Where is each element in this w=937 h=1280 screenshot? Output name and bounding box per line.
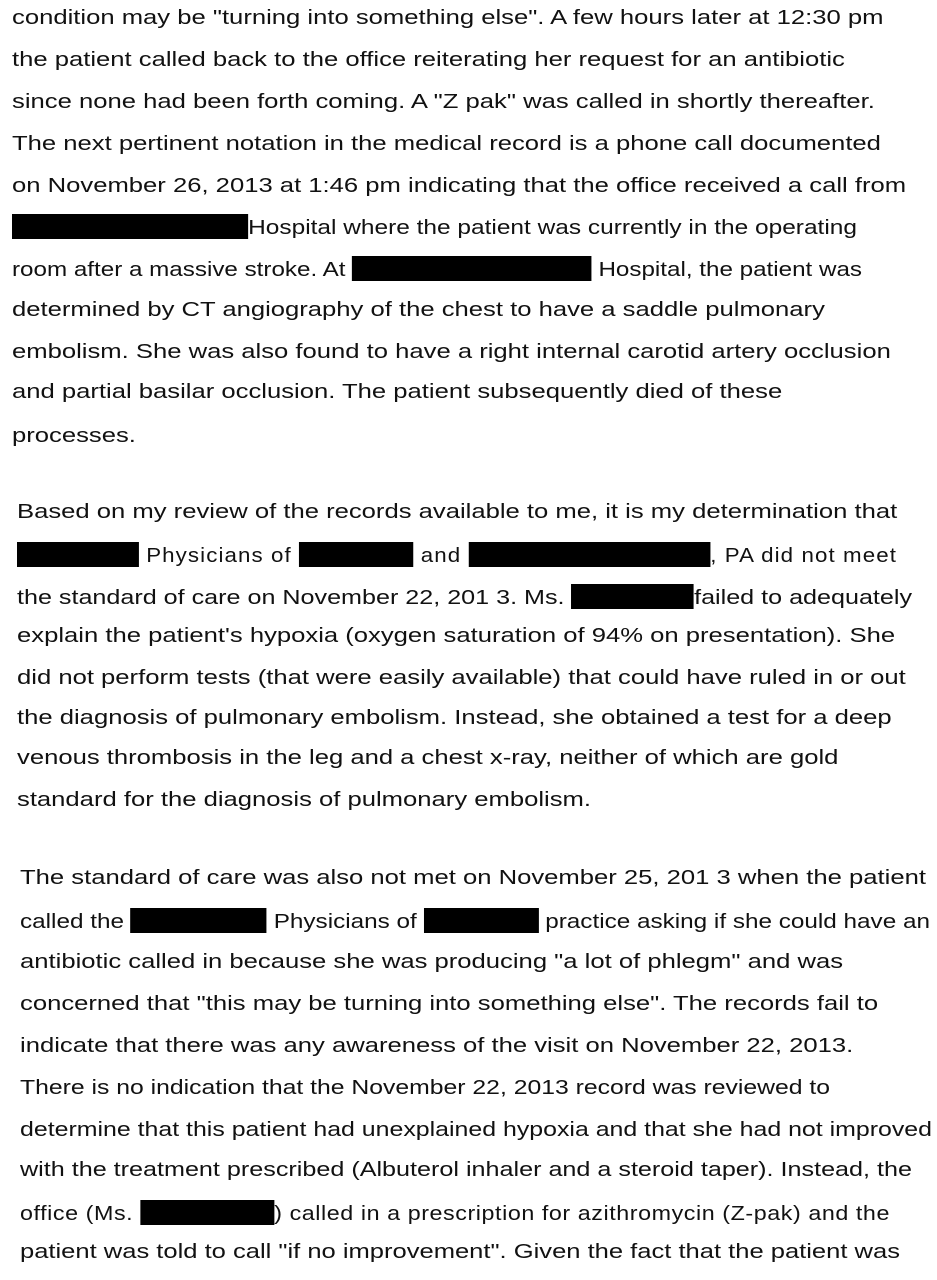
line-text: Hospital, the patient was	[591, 258, 863, 281]
text-line	[12, 214, 857, 240]
line-text: The standard of care was also not met on November 25, 201 3 when the patient	[20, 866, 926, 889]
text-line	[20, 1034, 853, 1058]
line-text: standard for the diagnosis of pulmonary embolism.	[17, 788, 592, 811]
line-text: Physicians of	[138, 544, 300, 567]
line-text: and	[413, 544, 469, 567]
text-line	[12, 380, 782, 404]
redaction-box	[352, 256, 592, 281]
text-line	[12, 132, 881, 156]
line-text: The next pertinent notation in the medical record is a phone call documented	[12, 132, 881, 155]
line-text: the diagnosis of pulmonary embolism. Instead, she obtained a test for a deep	[17, 706, 892, 729]
text-line	[17, 788, 591, 812]
line-text: since none had been forth coming. A "Z pak" was called in shortly thereafter.	[12, 90, 875, 113]
text-line	[12, 174, 906, 198]
line-text: Physicians of	[266, 910, 424, 933]
text-line	[17, 542, 897, 568]
line-text: patient was told to call "if no improvement". Given the fact that the patient was	[20, 1240, 900, 1263]
text-line	[12, 256, 862, 282]
text-line	[20, 1200, 890, 1226]
text-line	[12, 6, 883, 30]
text-line	[20, 1076, 830, 1100]
line-text: There is no indication that the November 22, 2013 record was reviewed to	[20, 1076, 830, 1099]
line-text: the patient called back to the office reiterating her request for an antibiotic	[12, 48, 845, 71]
line-text: the standard of care on November 22, 201 3. Ms.	[17, 586, 572, 609]
text-line	[17, 500, 897, 524]
line-text: determined by CT angiography of the chest to have a saddle pulmonary	[12, 298, 825, 321]
line-text: indicate that there was any awareness of the visit on November 22, 2013.	[20, 1034, 854, 1057]
line-text: on November 26, 2013 at 1:46 pm indicating that the office received a call from	[12, 174, 907, 197]
line-text: venous thrombosis in the leg and a chest x-ray, neither of which are gold	[17, 746, 839, 769]
line-text: ) called in a prescription for azithromycin (Z-pak) and the	[274, 1202, 890, 1225]
text-line	[17, 706, 892, 730]
redaction-box	[140, 1200, 274, 1225]
text-line	[12, 298, 825, 322]
text-line	[20, 950, 843, 974]
text-line	[17, 746, 838, 770]
text-line	[12, 340, 891, 364]
line-text: practice asking if she could have an	[538, 910, 930, 933]
redaction-box	[12, 214, 248, 239]
text-line	[12, 424, 136, 448]
line-text: with the treatment prescribed (Albuterol inhaler and a steroid taper). Instead, the	[20, 1158, 912, 1181]
text-line	[12, 48, 845, 72]
line-text: did not perform tests (that were easily available) that could have ruled in or out	[17, 666, 906, 689]
text-line	[20, 1158, 912, 1182]
line-text: and partial basilar occlusion. The patient subsequently died of these	[12, 380, 783, 403]
line-text: room after a massive stroke. At	[12, 258, 353, 281]
redaction-box	[572, 584, 695, 609]
text-line	[20, 866, 926, 890]
redaction-box	[299, 542, 413, 567]
line-text: concerned that "this may be turning into something else". The records fail to	[20, 992, 879, 1015]
line-text: antibiotic called in because she was producing "a lot of phlegm" and was	[20, 950, 844, 973]
redaction-box	[17, 542, 139, 567]
text-line	[17, 666, 906, 690]
line-text: called the	[20, 910, 131, 933]
text-line	[17, 584, 912, 610]
line-text: explain the patient's hypoxia (oxygen saturation of 94% on presentation). She	[17, 624, 896, 647]
text-line	[12, 90, 875, 114]
line-text: embolism. She was also found to have a right internal carotid artery occlusion	[12, 340, 891, 363]
text-line	[20, 908, 930, 934]
line-text: Based on my review of the records available to me, it is my determination that	[17, 500, 898, 523]
redaction-box	[424, 908, 539, 933]
line-text: determine that this patient had unexplained hypoxia and that she had not improved	[20, 1118, 932, 1141]
text-line	[20, 992, 878, 1016]
text-line	[20, 1118, 932, 1142]
line-text: processes.	[12, 424, 136, 447]
text-line	[20, 1240, 900, 1264]
line-text: , PA did not meet	[710, 544, 898, 567]
line-text: Hospital where the patient was currently in the operating	[248, 216, 857, 239]
line-text: office (Ms.	[20, 1202, 141, 1225]
text-line	[17, 624, 895, 648]
line-text: failed to adequately	[694, 586, 913, 609]
redaction-box	[131, 908, 267, 933]
redaction-box	[469, 542, 711, 567]
line-text: condition may be "turning into something else". A few hours later at 12:30 pm	[12, 6, 884, 29]
